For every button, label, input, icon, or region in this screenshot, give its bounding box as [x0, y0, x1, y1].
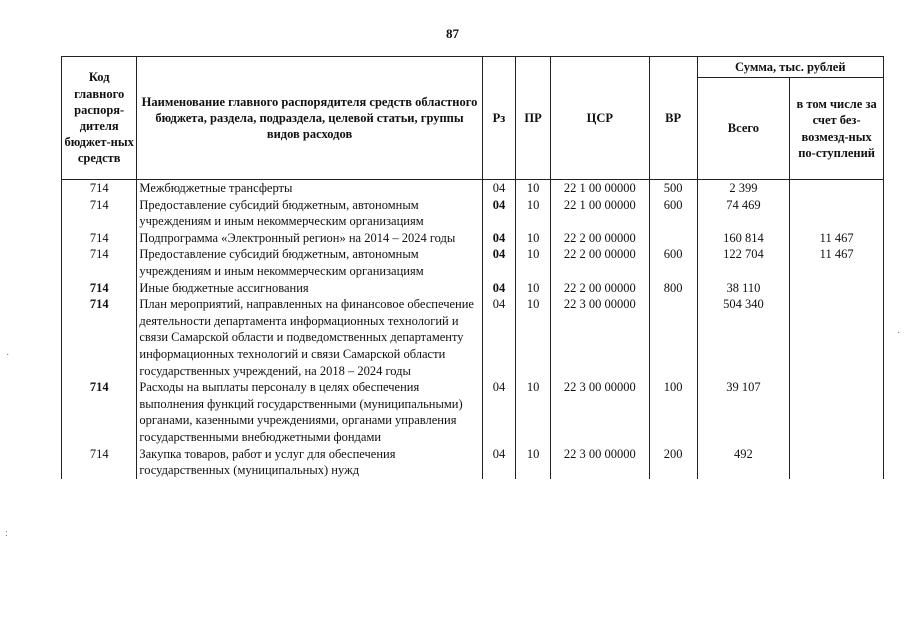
table-row	[62, 446, 884, 479]
cell-free	[790, 296, 884, 379]
cell-csr: 22 3 00 00000	[550, 379, 649, 445]
cell-name: Расходы на выплаты персоналу в целях обеспечения выполнения функций государственными (муниципальными) органами, казенными учреждениями, органами управления государственными внебюджетными фондами	[137, 379, 482, 445]
page-number: 87	[446, 26, 459, 41]
cell-free	[790, 197, 884, 230]
table-row	[62, 197, 884, 230]
header-free: в том числе за счет без-возмезд-ных по-ступлений	[790, 78, 884, 180]
cell-code: 714	[62, 446, 137, 479]
cell-name: Закупка товаров, работ и услуг для обеспечения государственных (муниципальных) нужд	[137, 446, 482, 479]
header-total: Всего	[697, 78, 790, 180]
table-body	[62, 180, 884, 479]
cell-pr: 10	[516, 246, 551, 279]
cell-free	[790, 180, 884, 197]
cell-total: 38 110	[697, 280, 790, 297]
cell-vr: 600	[649, 197, 697, 230]
cell-csr: 22 1 00 00000	[550, 197, 649, 230]
table-row	[62, 246, 884, 279]
budget-table	[61, 56, 884, 479]
cell-free	[790, 446, 884, 479]
cell-free: 11 467	[790, 246, 884, 279]
cell-total: 39 107	[697, 379, 790, 445]
table-row	[62, 230, 884, 247]
cell-pr: 10	[516, 379, 551, 445]
cell-vr: 600	[649, 246, 697, 279]
scan-mark: ·	[6, 350, 10, 361]
cell-vr: 100	[649, 379, 697, 445]
cell-name: План мероприятий, направленных на финансовое обеспечение деятельности департамента информационных технологий и связи Самарской области и подведомственных департаменту информационных технологий и связи Самарской области государственных учреждений, на 2018 – 2024 годы	[137, 296, 482, 379]
cell-code: 714	[62, 246, 137, 279]
cell-pr: 10	[516, 230, 551, 247]
cell-code: 714	[62, 197, 137, 230]
table-row	[62, 296, 884, 379]
cell-vr	[649, 230, 697, 247]
scan-mark: :	[5, 528, 8, 539]
cell-vr: 500	[649, 180, 697, 197]
cell-rz: 04	[482, 379, 516, 445]
cell-csr: 22 2 00 00000	[550, 246, 649, 279]
cell-total: 2 399	[697, 180, 790, 197]
cell-csr: 22 3 00 00000	[550, 446, 649, 479]
cell-name: Предоставление субсидий бюджетным, автономным учреждениям и иным некоммерческим организациям	[137, 197, 482, 230]
cell-rz: 04	[482, 280, 516, 297]
header-rz: Рз	[482, 57, 516, 180]
cell-csr: 22 1 00 00000	[550, 180, 649, 197]
cell-code: 714	[62, 180, 137, 197]
table-row	[62, 379, 884, 445]
header-name: Наименование главного распорядителя средств областного бюджета, раздела, подраздела, целевой статьи, группы видов расходов	[137, 57, 482, 180]
cell-total: 160 814	[697, 230, 790, 247]
table-row	[62, 180, 884, 197]
header-csr: ЦСР	[550, 57, 649, 180]
cell-free	[790, 280, 884, 297]
cell-rz: 04	[482, 246, 516, 279]
cell-vr: 800	[649, 280, 697, 297]
cell-code: 714	[62, 379, 137, 445]
cell-name: Межбюджетные трансферты	[137, 180, 482, 197]
cell-rz: 04	[482, 446, 516, 479]
header-code: Код главного распоря-дителя бюджет-ных средств	[62, 57, 137, 180]
cell-pr: 10	[516, 296, 551, 379]
header-sum-group: Сумма, тыс. рублей	[697, 57, 883, 78]
cell-pr: 10	[516, 197, 551, 230]
cell-code: 714	[62, 296, 137, 379]
cell-code: 714	[62, 280, 137, 297]
cell-vr: 200	[649, 446, 697, 479]
header-pr: ПР	[516, 57, 551, 180]
cell-rz: 04	[482, 230, 516, 247]
cell-name: Подпрограмма «Электронный регион» на 2014 – 2024 годы	[137, 230, 482, 247]
cell-name: Иные бюджетные ассигнования	[137, 280, 482, 297]
cell-free	[790, 379, 884, 445]
cell-name: Предоставление субсидий бюджетным, автономным учреждениям и иным некоммерческим организациям	[137, 246, 482, 279]
cell-csr: 22 2 00 00000	[550, 230, 649, 247]
cell-pr: 10	[516, 446, 551, 479]
cell-total: 492	[697, 446, 790, 479]
cell-pr: 10	[516, 180, 551, 197]
cell-total: 122 704	[697, 246, 790, 279]
cell-rz: 04	[482, 296, 516, 379]
cell-csr: 22 3 00 00000	[550, 296, 649, 379]
cell-code: 714	[62, 230, 137, 247]
cell-pr: 10	[516, 280, 551, 297]
scan-mark: ·	[897, 328, 901, 339]
cell-csr: 22 2 00 00000	[550, 280, 649, 297]
cell-free: 11 467	[790, 230, 884, 247]
cell-vr	[649, 296, 697, 379]
cell-rz: 04	[482, 180, 516, 197]
header-vr: ВР	[649, 57, 697, 180]
cell-total: 74 469	[697, 197, 790, 230]
cell-total: 504 340	[697, 296, 790, 379]
table-row	[62, 280, 884, 297]
cell-rz: 04	[482, 197, 516, 230]
